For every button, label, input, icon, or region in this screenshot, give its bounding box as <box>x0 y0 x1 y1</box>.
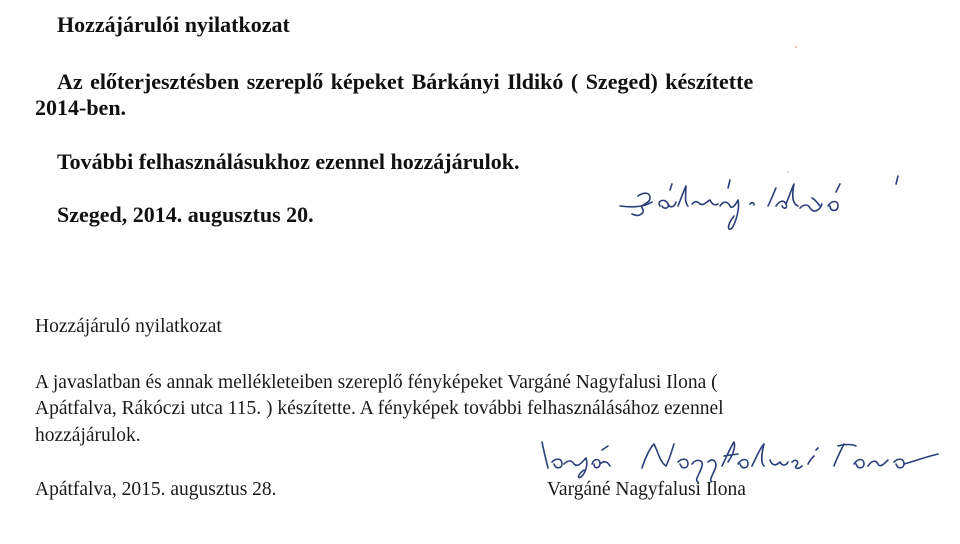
scan-speck <box>787 171 789 173</box>
declaration-2-title: Hozzájáruló nyilatkozat <box>35 316 222 337</box>
signature-vargane <box>538 436 948 482</box>
declaration-1-consent: További felhasználásukhoz ezennel hozzájárulok. <box>57 149 520 174</box>
scan-speck <box>795 46 797 48</box>
declaration-1-title: Hozzájárulói nyilatkozat <box>57 12 290 37</box>
declaration-2-place-date: Apátfalva, 2015. augusztus 28. <box>35 479 277 500</box>
signature-barkanyi <box>612 170 952 234</box>
declaration-2-paragraph-line-2: Apátfalva, Rákóczi utca 115. ) készítette. A fényképek további felhasználásához ezennel <box>35 398 724 419</box>
declaration-2-signer-name: Vargáné Nagyfalusi Ilona <box>547 479 746 500</box>
declaration-1-paragraph-line-2: 2014-ben. <box>35 95 127 120</box>
declaration-2-paragraph-line-1: A javaslatban és annak mellékleteiben szereplő fényképeket Vargáné Nagyfalusi Ilona ( <box>35 372 718 393</box>
declaration-1-paragraph-line-1: Az előterjesztésben szereplő képeket Bárkányi Ildikó ( Szeged) készítette <box>57 69 754 94</box>
declaration-2-paragraph-line-3: hozzájárulok. <box>35 425 141 446</box>
declaration-1-place-date: Szeged, 2014. augusztus 20. <box>57 202 314 227</box>
